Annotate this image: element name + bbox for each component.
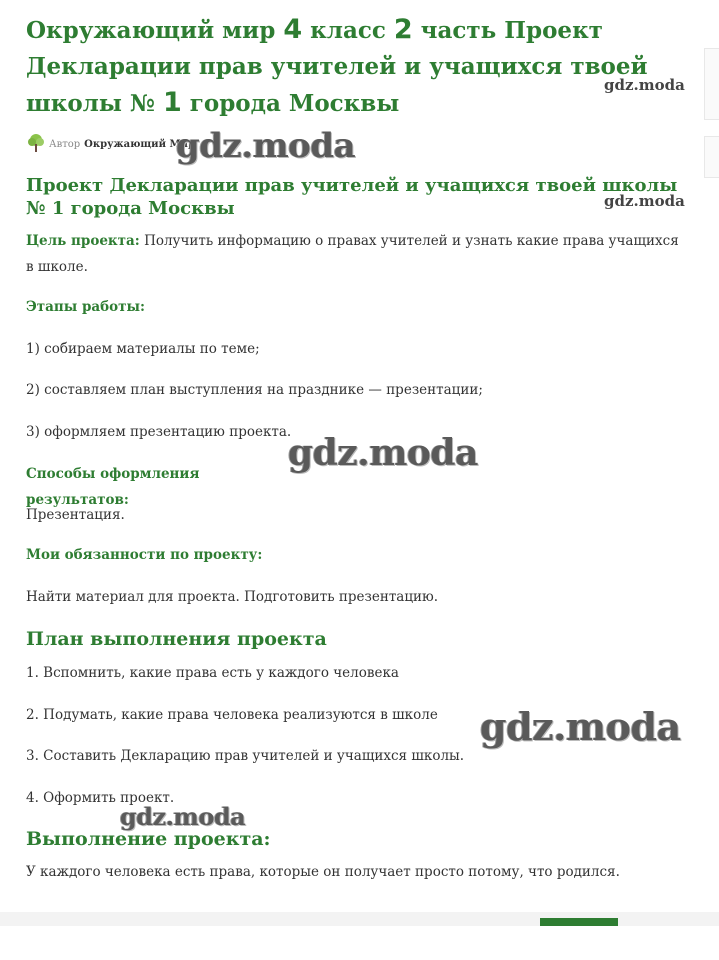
author-label: Автор xyxy=(49,138,81,150)
page-title: Окружающий мир 4 класс 2 часть Проект Декларации прав учителей и учащихся твоей школы № 1 города Москвы xyxy=(26,14,648,118)
sidebar-block xyxy=(704,136,719,178)
stage-item: 2) составляем план выступления на празднике — презентации; xyxy=(26,382,483,398)
tree-icon xyxy=(26,133,46,156)
sidebar-edge xyxy=(705,0,719,920)
watermark: gdz.moda xyxy=(176,126,356,166)
methods-text: Презентация. xyxy=(26,507,125,523)
watermark: gdz.moda xyxy=(480,704,681,749)
stage-item: 3) оформляем презентацию проекта. xyxy=(26,424,292,440)
duties-label: Мои обязанности по проекту: xyxy=(26,547,263,563)
stages-label: Этапы работы: xyxy=(26,299,146,315)
article-heading: Проект Декларации прав учителей и учащихся твоей школы № 1 города Москвы xyxy=(26,175,678,219)
watermark: gdz.moda xyxy=(120,802,246,831)
bottom-bar xyxy=(0,912,719,960)
plan-heading: План выполнения проекта xyxy=(26,628,327,650)
watermark: gdz.moda xyxy=(604,76,685,94)
plan-item: 1. Вспомнить, какие права есть у каждого человека xyxy=(26,665,399,681)
duties-text: Найти материал для проекта. Подготовить презентацию. xyxy=(26,589,439,605)
goal-paragraph xyxy=(26,228,686,280)
author-link[interactable]: Окружающий Мир xyxy=(84,138,195,150)
plan-item: 4. Оформить проект. xyxy=(26,790,175,806)
plan-item: 3. Составить Декларацию прав учителей и учащихся школы. xyxy=(26,748,465,764)
author-row xyxy=(26,134,195,154)
execution-heading: Выполнение проекта: xyxy=(26,828,271,850)
plan-item: 2. Подумать, какие права человека реализуются в школе xyxy=(26,707,438,723)
watermark: gdz.moda xyxy=(288,432,478,474)
watermark: gdz.moda xyxy=(604,192,685,210)
stage-item: 1) собираем материалы по теме; xyxy=(26,341,260,357)
methods-label: Способы оформления результатов: xyxy=(26,466,200,508)
execution-text: У каждого человека есть права, которые он получает просто потому, что родился. xyxy=(26,864,620,880)
goal-text: Получить информацию о правах учителей и узнать какие права учащихся в школе. xyxy=(26,233,679,275)
goal-label: Цель проекта: xyxy=(26,233,140,249)
bottom-bar-button[interactable] xyxy=(540,918,618,926)
sidebar-block xyxy=(704,48,719,120)
